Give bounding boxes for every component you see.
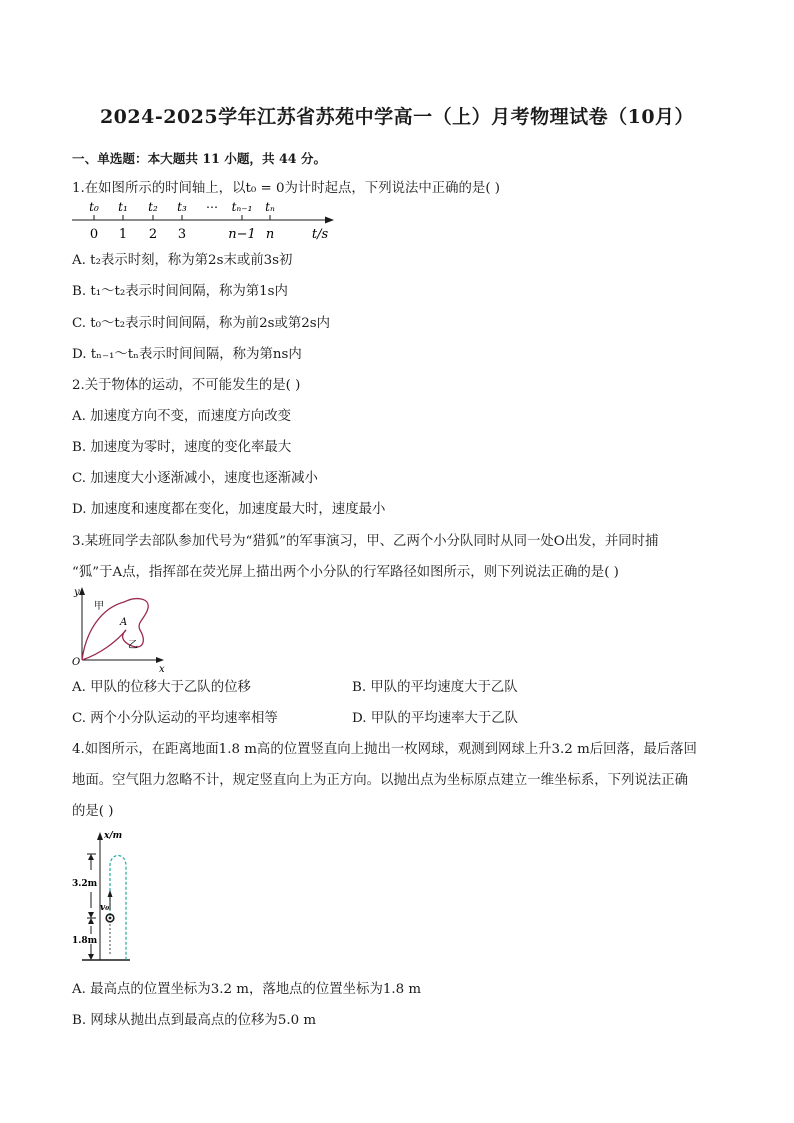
q4-stem-line2: 地面。空气阻力忽略不计，规定竖直向上为正方向。以抛出点为坐标原点建立一维坐标系，下列说法正确 bbox=[72, 773, 688, 788]
q4-stem-line1: 4.如图所示，在距离地面1.8 m高的位置竖直向上抛出一枚网球，观测到网球上升3.2 m后回落，最后落回 bbox=[72, 742, 697, 757]
tick-bottom-n: n bbox=[265, 227, 275, 242]
q1-stem: 1.在如图所示的时间轴上，以t₀ = 0为计时起点，下列说法中正确的是( ) bbox=[72, 181, 501, 196]
q2-stem: 2.关于物体的运动，不可能发生的是( ) bbox=[72, 378, 301, 393]
axis-unit-label: t/s bbox=[311, 227, 329, 242]
tick-top-t0: t₀ bbox=[89, 200, 99, 214]
q1-option-b: B. t₁～t₂表示时间间隔，称为第1s内 bbox=[72, 284, 288, 299]
q4-option-a: A. 最高点的位置坐标为3.2 m，落地点的位置坐标为1.8 m bbox=[72, 982, 422, 997]
tick-bottom-0: 0 bbox=[89, 227, 99, 242]
tick-bottom-3: 3 bbox=[177, 227, 187, 242]
section-heading: 一、单选题：本大题共 11 小题，共 44 分。 bbox=[72, 151, 327, 166]
tick-top-t3: t₃ bbox=[177, 200, 187, 214]
path-yi-label: 乙 bbox=[128, 640, 138, 651]
q1-option-c: C. t₀～t₂表示时间间隔，称为前2s或第2s内 bbox=[72, 316, 331, 331]
height-1-8m-label: 1.8m bbox=[72, 936, 98, 946]
q3-path-figure bbox=[70, 584, 170, 675]
q2-option-d: D. 加速度和速度都在变化，加速度最大时，速度最小 bbox=[72, 502, 386, 517]
q1-timeline-figure bbox=[70, 198, 340, 244]
axis-xm-label: x/m bbox=[104, 831, 123, 841]
tick-bottom-n-1: n−1 bbox=[228, 227, 256, 242]
origin-label: O bbox=[72, 657, 81, 668]
q1-option-a: A. t₂表示时刻，称为第2s末或前3s初 bbox=[72, 253, 293, 268]
tick-top-t1: t₁ bbox=[118, 200, 128, 214]
tick-top-t2: t₂ bbox=[148, 200, 158, 214]
tick-bottom-2: 2 bbox=[148, 227, 158, 242]
q1-option-d: D. tₙ₋₁～tₙ表示时间间隔，称为第ns内 bbox=[72, 347, 302, 362]
q3-option-c: C. 两个小分队运动的平均速率相等 bbox=[72, 711, 278, 726]
q3-stem-line2: “狐”于A点，指挥部在荧光屏上描出两个小分队的行军路径如图所示，则下列说法正确的是( ) bbox=[72, 565, 619, 580]
y-axis-label: y bbox=[74, 587, 80, 598]
q2-option-a: A. 加速度方向不变，而速度方向改变 bbox=[72, 409, 292, 424]
tick-top-tn: tₙ bbox=[265, 200, 275, 214]
q3-option-a: A. 甲队的位移大于乙队的位移 bbox=[72, 680, 251, 695]
height-3-2m-label: 3.2m bbox=[72, 879, 98, 889]
q4-option-b: B. 网球从抛出点到最高点的位移为5.0 m bbox=[72, 1013, 317, 1028]
tick-bottom-1: 1 bbox=[118, 227, 128, 242]
path-jia-label: 甲 bbox=[94, 601, 104, 612]
q3-stem-line1: 3.某班同学去部队参加代号为“猎狐”的军事演习，甲、乙两个小分队同时从同一处O出发，并同时捕 bbox=[72, 534, 659, 549]
tick-top-ellipsis: ⋯ bbox=[206, 200, 218, 214]
q3-option-b: B. 甲队的平均速度大于乙队 bbox=[352, 680, 518, 695]
q2-option-b: B. 加速度为零时，速度的变化率最大 bbox=[72, 440, 292, 455]
point-a-label: A bbox=[120, 617, 128, 628]
q4-stem-line3: 的是( ) bbox=[72, 804, 114, 819]
v0-label: v₀ bbox=[100, 903, 110, 913]
q3-option-d: D. 甲队的平均速率大于乙队 bbox=[352, 711, 519, 726]
q4-throw-figure bbox=[70, 826, 160, 964]
q2-option-c: C. 加速度大小逐渐减小，速度也逐渐减小 bbox=[72, 471, 318, 486]
x-axis-label: x bbox=[159, 664, 165, 675]
page-title: 2024-2025学年江苏省苏苑中学高一（上）月考物理试卷（10月） bbox=[99, 106, 695, 128]
tick-top-tn-1: tₙ₋₁ bbox=[231, 200, 253, 214]
